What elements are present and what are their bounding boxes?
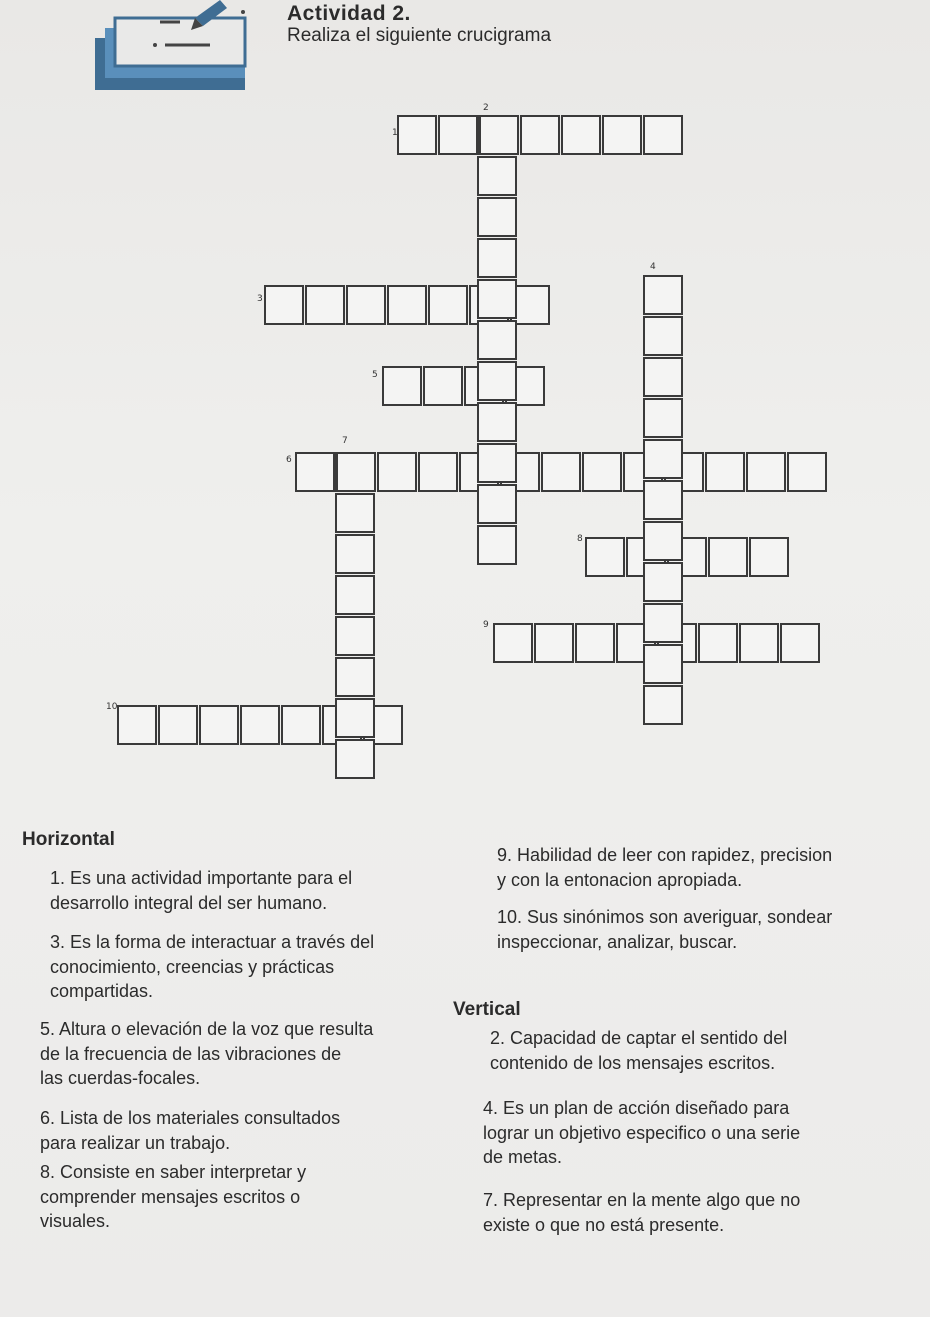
crossword-cell[interactable]	[199, 705, 239, 745]
vertical-clue-line: existe o que no está presente.	[483, 1214, 725, 1235]
crossword-cell[interactable]	[643, 275, 683, 315]
vertical-clue-line: 2. Capacidad de captar el sentido del	[490, 1028, 788, 1048]
horizontal-clue-line: conocimiento, creencias y prácticas	[50, 956, 335, 977]
activity-subtitle: Realiza el siguiente crucigrama	[287, 25, 552, 46]
horizontal-clue-line: 6. Lista de los materiales consultados	[40, 1108, 341, 1128]
crossword-cell[interactable]	[643, 357, 683, 397]
crossword-cell[interactable]	[335, 616, 375, 656]
crossword-cell[interactable]	[780, 623, 820, 663]
clue-number-8: 8	[577, 534, 583, 544]
horizontal-clue-line: inspeccionar, analizar, buscar.	[497, 931, 738, 952]
crossword-cell[interactable]	[705, 452, 745, 492]
clue-number-7: 7	[342, 436, 348, 446]
crossword-cell[interactable]	[477, 156, 517, 196]
horizontal-clue-line: 9. Habilidad de leer con rapidez, precision	[497, 845, 833, 865]
horizontal-clue	[497, 905, 917, 954]
horizontal-clue-line: 3. Es la forma de interactuar a través del	[50, 932, 375, 952]
horizontal-clue-line: 5. Altura o elevación de la voz que resulta	[40, 1019, 374, 1039]
horizontal-clue-line: 10. Sus sinónimos son averiguar, sondear	[497, 907, 833, 927]
vertical-clue-line: de metas.	[483, 1147, 563, 1167]
crossword-cell[interactable]	[643, 480, 683, 520]
crossword-cell[interactable]	[158, 705, 198, 745]
crossword-cell[interactable]	[335, 739, 375, 779]
crossword-cell[interactable]	[493, 623, 533, 663]
vertical-clue	[490, 1026, 910, 1075]
vertical-clue-line: contenido de los mensajes escritos.	[490, 1052, 776, 1073]
crossword-cell[interactable]	[575, 623, 615, 663]
crossword-cell[interactable]	[477, 484, 517, 524]
crossword-cell[interactable]	[477, 320, 517, 360]
horizontal-clue	[497, 843, 917, 892]
crossword-cell[interactable]	[335, 657, 375, 697]
crossword-cell[interactable]	[561, 115, 601, 155]
crossword-cell[interactable]	[541, 452, 581, 492]
crossword-cell[interactable]	[418, 452, 458, 492]
crossword-cell[interactable]	[335, 534, 375, 574]
crossword-cell[interactable]	[477, 197, 517, 237]
horizontal-clue-line: de la frecuencia de las vibraciones de	[40, 1043, 342, 1064]
crossword-cell[interactable]	[643, 316, 683, 356]
crossword-cell[interactable]	[428, 285, 468, 325]
crossword-cell[interactable]	[346, 285, 386, 325]
crossword-cell[interactable]	[382, 366, 422, 406]
crossword-cell[interactable]	[643, 603, 683, 643]
crossword-cell[interactable]	[281, 705, 321, 745]
crossword-cell[interactable]	[477, 402, 517, 442]
clue-number-9: 9	[483, 620, 489, 630]
horizontal-clue-line: y con la entonacion apropiada.	[497, 869, 743, 890]
crossword-cell[interactable]	[585, 537, 625, 577]
crossword-cell[interactable]	[602, 115, 642, 155]
horizontal-clue-line: desarrollo integral del ser humano.	[50, 892, 328, 913]
crossword-cell[interactable]	[698, 623, 738, 663]
crossword-cell[interactable]	[423, 366, 463, 406]
horizontal-clue	[50, 930, 480, 1004]
horizontal-clue-line: 1. Es una actividad importante para el	[50, 868, 353, 888]
crossword-cell[interactable]	[643, 685, 683, 725]
crossword-cell[interactable]	[117, 705, 157, 745]
crossword-cell[interactable]	[305, 285, 345, 325]
crossword-cell[interactable]	[643, 521, 683, 561]
clue-number-5: 5	[372, 370, 378, 380]
crossword-cell[interactable]	[377, 452, 417, 492]
clue-number-10: 10	[106, 702, 118, 712]
crossword-cell[interactable]	[438, 115, 478, 155]
horizontal-clue	[50, 866, 480, 915]
crossword-cell[interactable]	[643, 439, 683, 479]
clue-number-2: 2	[483, 103, 489, 113]
crossword-cell[interactable]	[787, 452, 827, 492]
activity-title: Actividad 2.	[287, 2, 411, 25]
crossword-cell[interactable]	[387, 285, 427, 325]
crossword-cell[interactable]	[335, 698, 375, 738]
vertical-clue-line: lograr un objetivo especifico o una serie	[483, 1122, 801, 1143]
clue-number-6: 6	[286, 455, 292, 465]
crossword-cell[interactable]	[477, 525, 517, 565]
clue-number-3: 3	[257, 294, 263, 304]
crossword-cell[interactable]	[477, 361, 517, 401]
horizontal-clue-line: las cuerdas-focales.	[40, 1068, 201, 1088]
crossword-cell[interactable]	[477, 279, 517, 319]
horizontal-clue-line: comprender mensajes escritos o	[40, 1186, 301, 1207]
horizontal-clue	[40, 1017, 470, 1091]
crossword-cell[interactable]	[264, 285, 304, 325]
crossword-cell[interactable]	[643, 115, 683, 155]
horizontal-clue	[40, 1106, 470, 1155]
vertical-clue-line: 7. Representar en la mente algo que no	[483, 1190, 801, 1210]
vertical-clue	[483, 1096, 913, 1170]
crossword-cell[interactable]	[708, 537, 748, 577]
crossword-cell[interactable]	[643, 644, 683, 684]
crossword-cell[interactable]	[240, 705, 280, 745]
horizontal-clue-line: 8. Consiste en saber interpretar y	[40, 1162, 307, 1182]
crossword-cell[interactable]	[749, 537, 789, 577]
crossword-cell[interactable]	[335, 493, 375, 533]
crossword-cell[interactable]	[336, 452, 376, 492]
crossword-cell[interactable]	[397, 115, 437, 155]
crossword-cell[interactable]	[477, 238, 517, 278]
horizontal-heading: Horizontal	[22, 829, 115, 850]
crossword-cell[interactable]	[643, 398, 683, 438]
crossword-cell[interactable]	[582, 452, 622, 492]
crossword-cell[interactable]	[295, 452, 335, 492]
crossword-cell[interactable]	[643, 562, 683, 602]
crossword-cell[interactable]	[477, 443, 517, 483]
clue-number-4: 4	[650, 262, 656, 272]
horizontal-clue-line: compartidas.	[50, 981, 154, 1001]
crossword-cell[interactable]	[746, 452, 786, 492]
crossword-cell[interactable]	[479, 115, 519, 155]
vertical-clue-line: 4. Es un plan de acción diseñado para	[483, 1098, 790, 1118]
crossword-cell[interactable]	[520, 115, 560, 155]
crossword-cell[interactable]	[335, 575, 375, 615]
horizontal-clue	[40, 1160, 470, 1234]
crossword-cell[interactable]	[739, 623, 779, 663]
clue-number-1: 1	[392, 128, 398, 138]
vertical-clue	[483, 1188, 913, 1237]
vertical-heading: Vertical	[453, 999, 521, 1020]
horizontal-clue-line: para realizar un trabajo.	[40, 1132, 231, 1153]
crossword-cell[interactable]	[534, 623, 574, 663]
horizontal-clue-line: visuales.	[40, 1211, 111, 1231]
